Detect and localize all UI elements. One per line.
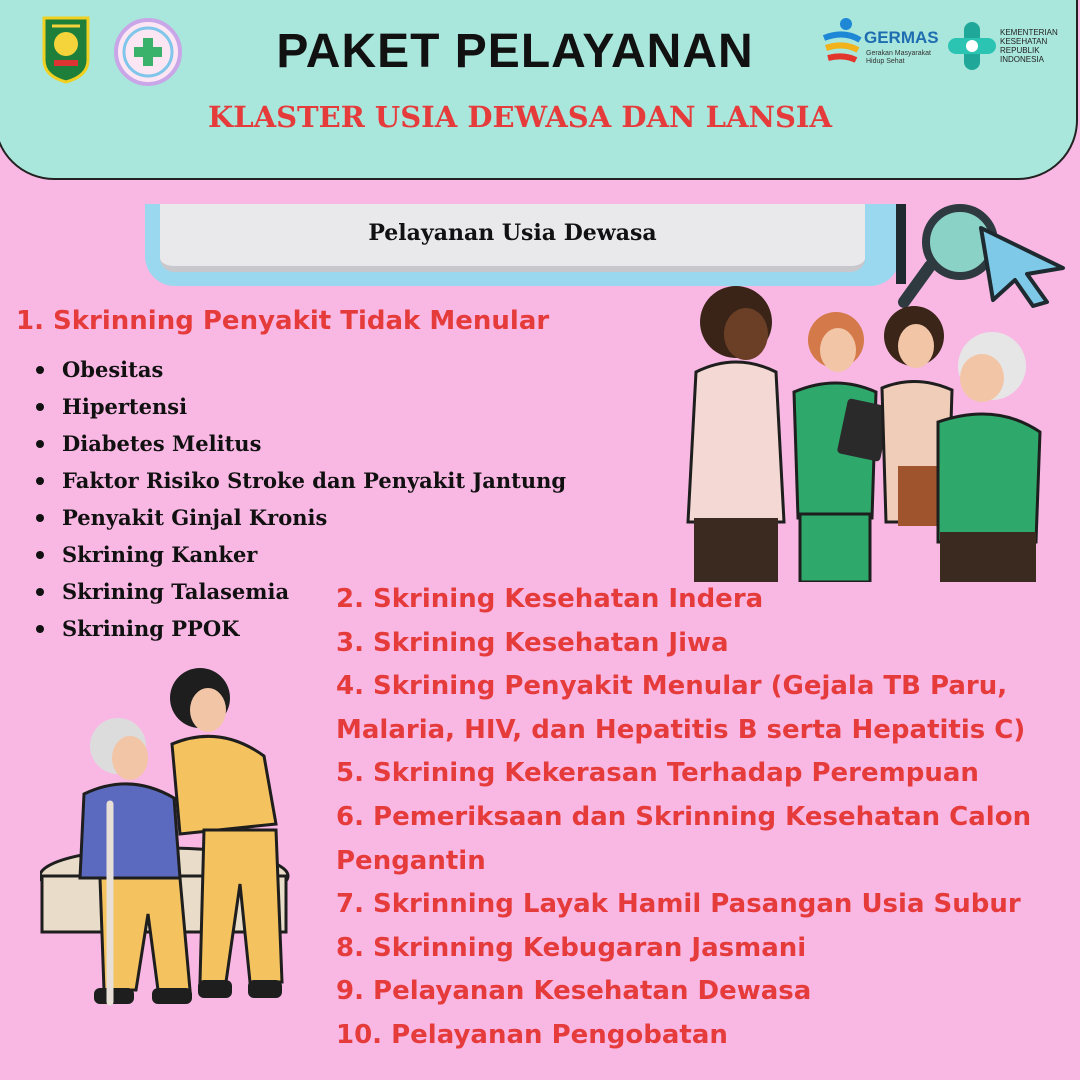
health-workers-illustration <box>676 282 1050 582</box>
bullet-dot <box>36 588 44 596</box>
service-item-9: 9. Pelayanan Kesehatan Dewasa <box>336 976 812 1007</box>
service-item-4-continued: Malaria, HIV, dan Hepatitis B serta Hepatitis C) <box>336 714 1026 745</box>
caregiver-elderly-illustration <box>40 664 330 1024</box>
service-item-6: 6. Pemeriksaan dan Skrinning Kesehatan Calon <box>336 801 1032 832</box>
service-item-5: 5. Skrining Kekerasan Terhadap Perempuan <box>336 758 979 789</box>
list-item-label: Faktor Risiko Stroke dan Penyakit Jantung <box>62 468 567 493</box>
service-item-7: 7. Skrinning Layak Hamil Pasangan Usia Subur <box>336 889 1021 920</box>
bullet-dot <box>36 551 44 559</box>
list-item-label: Skrining PPOK <box>62 616 240 641</box>
kemenkes-line: KESEHATAN <box>1000 37 1048 46</box>
list-item <box>36 428 566 465</box>
page-subtitle: KLASTER USIA DEWASA DAN LANSIA <box>208 100 832 134</box>
bullet-dot <box>36 477 44 485</box>
service-item-8: 8. Skrinning Kebugaran Jasmani <box>336 932 807 963</box>
kemenkes-line: INDONESIA <box>1000 55 1045 64</box>
germas-logo <box>820 16 940 76</box>
list-item-label: Hipertensi <box>62 394 188 419</box>
germas-logo-tagline: Gerakan Masyarakat Hidup Sehat <box>866 50 931 65</box>
bullet-dot <box>36 625 44 633</box>
service-item-4: 4. Skrining Penyakit Menular (Gejala TB Paru, <box>336 671 1008 702</box>
list-item <box>36 539 566 576</box>
kemenkes-line: REPUBLIK <box>1000 46 1040 55</box>
list-item <box>36 391 566 428</box>
list-item <box>36 465 566 502</box>
puskesmas-logo-icon <box>112 16 184 88</box>
list-item-label: Penyakit Ginjal Kronis <box>62 505 328 530</box>
service-item-1-heading: 1. Skrinning Penyakit Tidak Menular <box>16 306 550 336</box>
list-item <box>36 354 566 391</box>
list-item <box>36 502 566 539</box>
bullet-dot <box>36 440 44 448</box>
list-item-label: Obesitas <box>62 357 164 382</box>
service-list <box>336 578 1031 1058</box>
list-item-label: Skrining Kanker <box>62 542 258 567</box>
service-item-6-continued: Pengantin <box>336 845 486 876</box>
service-item-2: 2. Skrining Kesehatan Indera <box>336 584 764 614</box>
bullet-dot <box>36 514 44 522</box>
service-item-10: 10. Pelayanan Pengobatan <box>336 1019 728 1050</box>
kemenkes-logo-icon <box>946 20 998 72</box>
germas-logo-text: GERMAS <box>864 28 939 47</box>
page-title: PAKET PELAYANAN <box>276 25 754 78</box>
service-item-3: 3. Skrining Kesehatan Jiwa <box>336 627 729 658</box>
kemenkes-logo-text <box>1000 28 1058 64</box>
bullet-dot <box>36 403 44 411</box>
kemenkes-line: KEMENTERIAN <box>1000 28 1058 37</box>
bullet-dot <box>36 366 44 374</box>
search-bar-text: Pelayanan Usia Dewasa <box>368 220 657 246</box>
list-item-label: Diabetes Melitus <box>62 431 262 456</box>
list-item-label: Skrining Talasemia <box>62 579 290 604</box>
regency-emblem-icon <box>40 14 92 84</box>
